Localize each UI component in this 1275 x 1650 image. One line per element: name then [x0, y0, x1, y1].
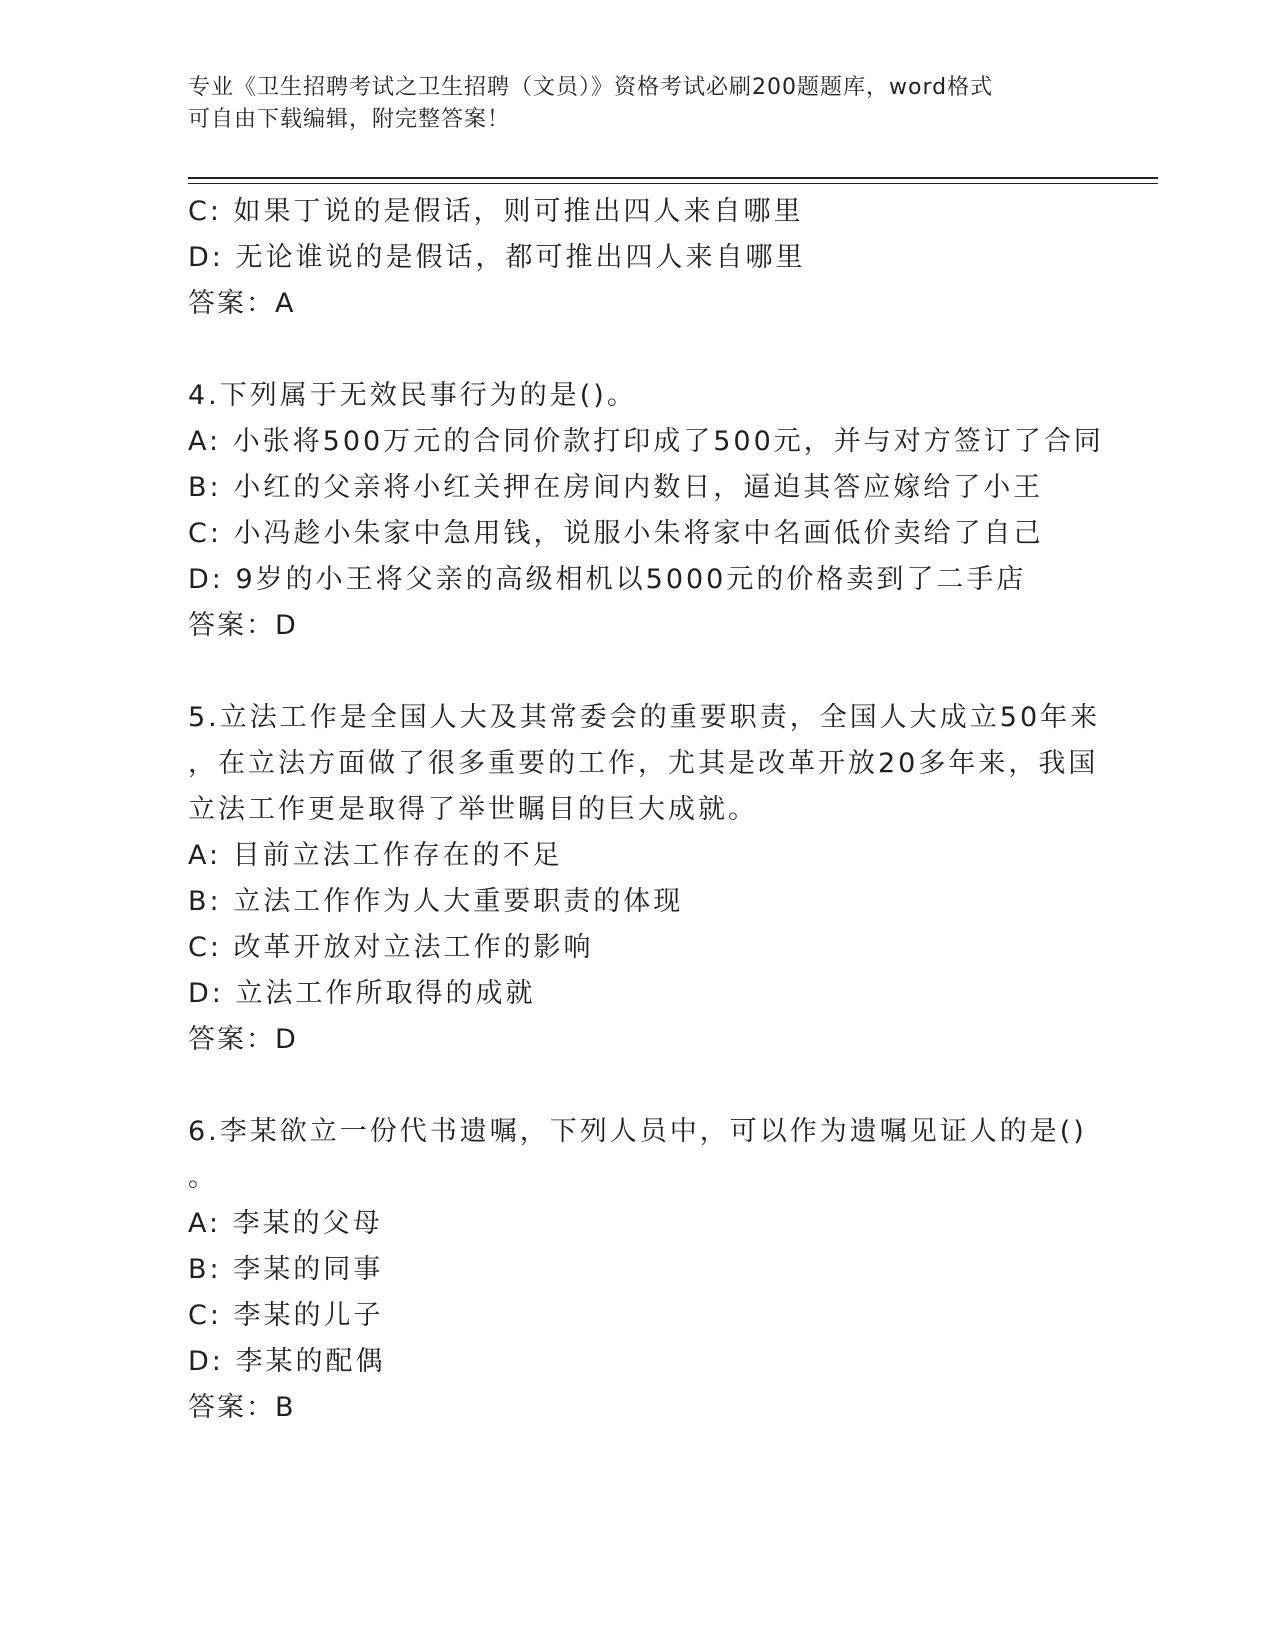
option-b: B: 小红的父亲将小红关押在房间内数日，逼迫其答应嫁给了小王	[188, 472, 1044, 503]
previous-question-tail	[188, 189, 1088, 327]
option-b: B: 立法工作作为人大重要职责的体现	[188, 886, 684, 917]
option-c: C: 改革开放对立法工作的影响	[188, 932, 594, 963]
question-stem-line-2: ，在立法方面做了很多重要的工作，尤其是改革开放20多年来，我国	[188, 748, 1099, 779]
document-header	[188, 72, 1088, 136]
option-a: A: 李某的父母	[188, 1208, 383, 1239]
option-d: D: 无论谁说的是假话，都可推出四人来自哪里	[188, 242, 806, 273]
spacer	[188, 649, 1088, 695]
option-d: D: 立法工作所取得的成就	[188, 978, 536, 1009]
header-line-1: 专业《卫生招聘考试之卫生招聘（文员）》资格考试必刷200题题库，word格式	[188, 75, 994, 100]
option-c: C: 如果丁说的是假话，则可推出四人来自哪里	[188, 196, 804, 227]
spacer	[188, 1063, 1088, 1109]
answer-line: 答案：A	[188, 288, 296, 319]
question-stem-line-1: 5.立法工作是全国人大及其常委会的重要职责，全国人大成立50年来	[188, 702, 1101, 733]
question-6	[188, 1109, 1088, 1431]
option-d: D: 李某的配偶	[188, 1346, 386, 1377]
option-c: C: 李某的儿子	[188, 1300, 384, 1331]
question-4	[188, 373, 1104, 649]
option-c: C: 小冯趁小朱家中急用钱，说服小朱将家中名画低价卖给了自己	[188, 518, 1044, 549]
question-stem: 4.下列属于无效民事行为的是()。	[188, 380, 637, 411]
question-5	[188, 695, 1101, 1063]
answer-line: 答案：D	[188, 610, 298, 641]
option-a: A: 目前立法工作存在的不足	[188, 840, 563, 871]
option-a: A: 小张将500万元的合同价款打印成了500元，并与对方签订了合同	[188, 426, 1104, 457]
document-body	[188, 189, 1104, 1431]
question-stem-line-3: 立法工作更是取得了举世瞩目的巨大成就。	[188, 794, 758, 825]
answer-line: 答案：D	[188, 1024, 298, 1055]
option-b: B: 李某的同事	[188, 1254, 384, 1285]
header-line-2: 可自由下载编辑，附完整答案！	[188, 107, 511, 132]
header-divider-thin	[188, 183, 1158, 184]
question-stem-line-1: 6.李某欲立一份代书遗嘱，下列人员中，可以作为遗嘱见证人的是()	[188, 1116, 1087, 1147]
header-divider-thick	[188, 177, 1158, 179]
option-d: D: 9岁的小王将父亲的高级相机以5000元的价格卖到了二手店	[188, 564, 1027, 595]
question-stem-line-2: 。	[188, 1162, 218, 1193]
spacer	[188, 327, 1088, 373]
answer-line: 答案：B	[188, 1392, 296, 1423]
